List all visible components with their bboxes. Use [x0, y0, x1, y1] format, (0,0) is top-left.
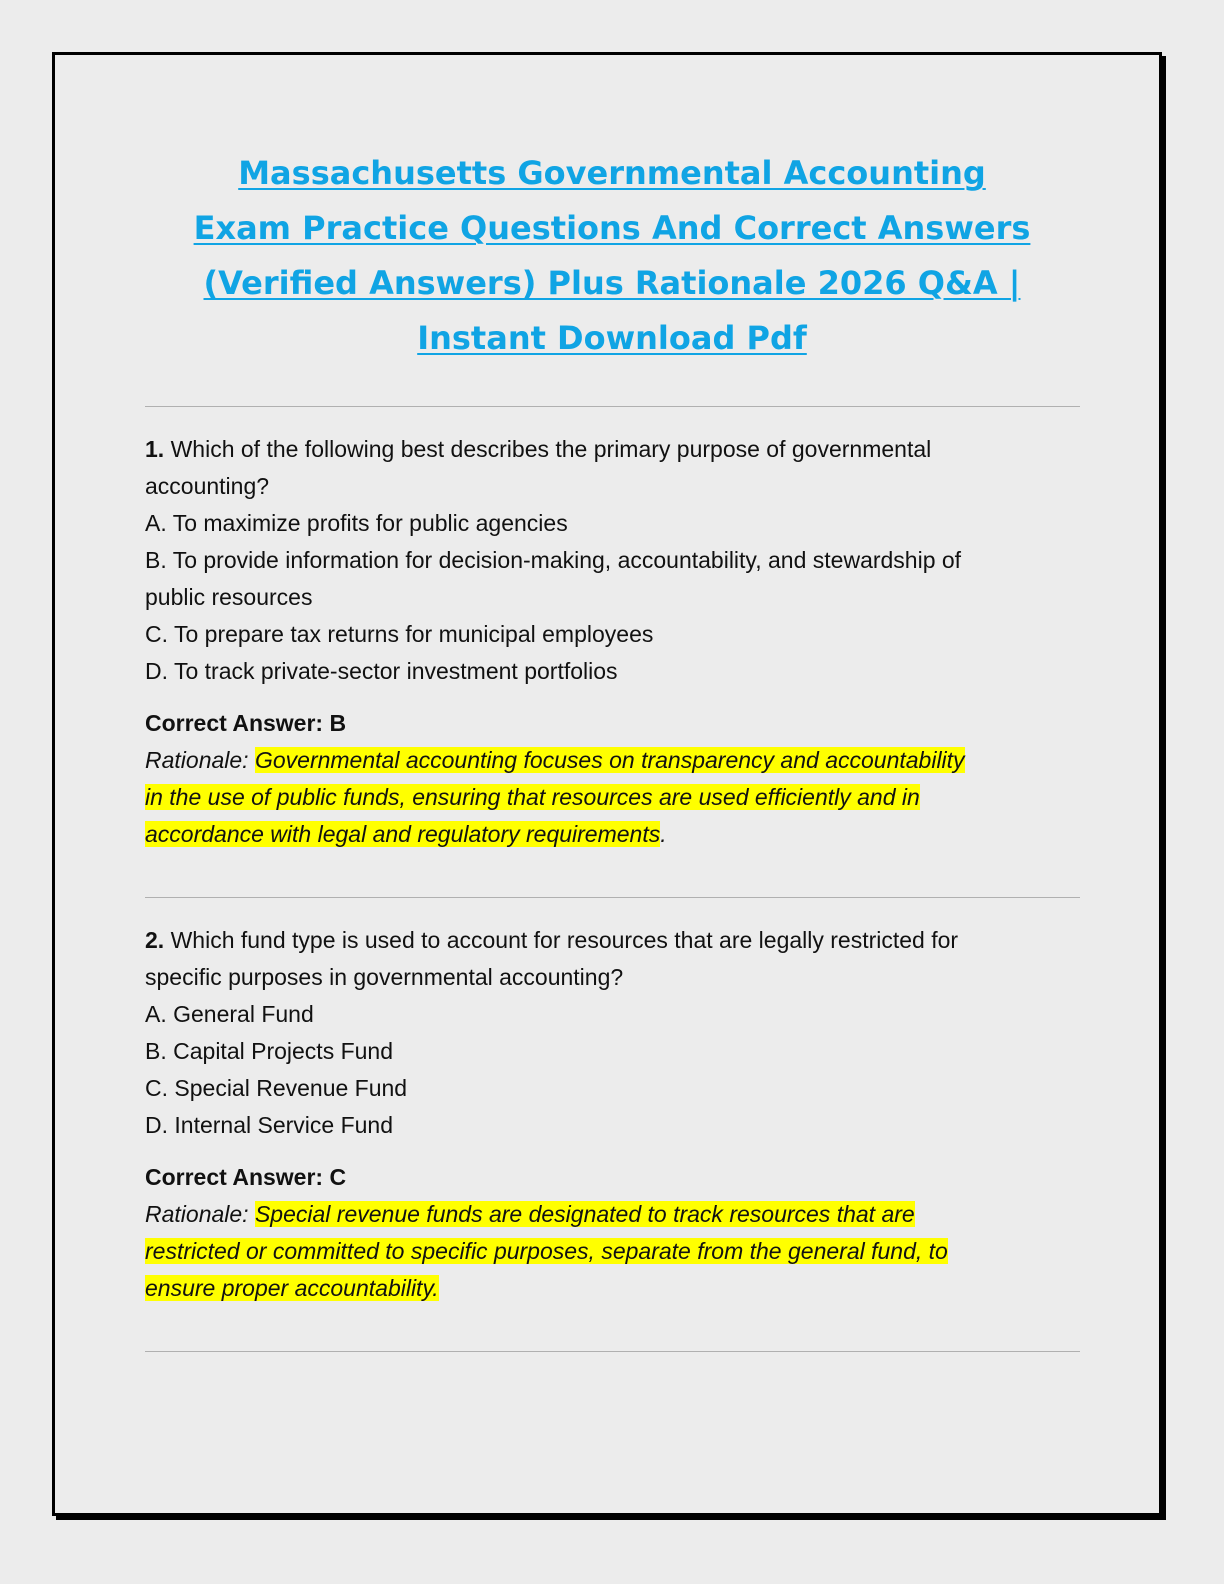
question-text-part: Which fund type is used to account for resources that are legally restricted for — [164, 927, 959, 953]
rationale-label: Rationale: — [145, 1201, 255, 1227]
rationale-line — [145, 1270, 1085, 1307]
rationale-highlight: Governmental accounting focuses on transparency and accountability — [254, 747, 965, 773]
rationale — [145, 742, 1085, 853]
question-1 — [145, 431, 1085, 853]
divider — [145, 897, 1080, 898]
option-b: B. Capital Projects Fund — [145, 1038, 394, 1064]
rationale-end: . — [660, 821, 667, 847]
option-d: D. Internal Service Fund — [145, 1112, 394, 1138]
rationale-label: Rationale: — [145, 747, 255, 773]
divider — [145, 406, 1080, 407]
option-a: A. To maximize profits for public agencies — [145, 510, 568, 536]
divider — [145, 1351, 1080, 1352]
question-number: 2. — [145, 927, 165, 953]
rationale-highlight: Special revenue funds are designated to track resources that are — [254, 1201, 915, 1227]
correct-answer: Correct Answer: C — [145, 1164, 347, 1190]
title-line: Exam Practice Questions And Correct Answers — [193, 209, 1031, 247]
option-a: A. General Fund — [145, 1001, 314, 1027]
question-text: specific purposes in governmental accounting? — [145, 964, 624, 990]
rationale — [145, 1196, 1085, 1307]
question-text — [145, 431, 1085, 468]
rationale-highlight: ensure proper accountability. — [145, 1275, 439, 1301]
option-b: B. To provide information for decision-making, accountability, and stewardship of — [145, 547, 962, 573]
option-b-continued: public resources — [145, 584, 313, 610]
rationale-line — [145, 779, 1085, 816]
option-d: D. To track private-sector investment portfolios — [145, 658, 618, 684]
title-line: Instant Download Pdf — [417, 319, 807, 357]
question-text — [145, 922, 1085, 959]
rationale-line — [145, 816, 1085, 853]
correct-answer: Correct Answer: B — [145, 710, 347, 736]
document-title[interactable] — [100, 146, 1124, 366]
option-c: C. Special Revenue Fund — [145, 1075, 408, 1101]
rationale-line — [145, 1233, 1085, 1270]
rationale-line — [145, 1196, 1085, 1233]
rationale-highlight: restricted or committed to specific purposes, separate from the general fund, to — [145, 1238, 948, 1264]
rationale-highlight: accordance with legal and regulatory requirements — [145, 821, 661, 847]
question-text-part: Which of the following best describes the primary purpose of governmental — [164, 436, 932, 462]
rationale-line — [145, 742, 1085, 779]
rationale-highlight: in the use of public funds, ensuring that resources are used efficiently and in — [145, 784, 920, 810]
question-number: 1. — [145, 436, 165, 462]
title-line: Massachusetts Governmental Accounting — [238, 154, 986, 192]
question-text: accounting? — [145, 473, 270, 499]
title-line: (Verified Answers) Plus Rationale 2026 Q&A | — [203, 264, 1021, 302]
option-c: C. To prepare tax returns for municipal employees — [145, 621, 654, 647]
question-2 — [145, 922, 1085, 1307]
